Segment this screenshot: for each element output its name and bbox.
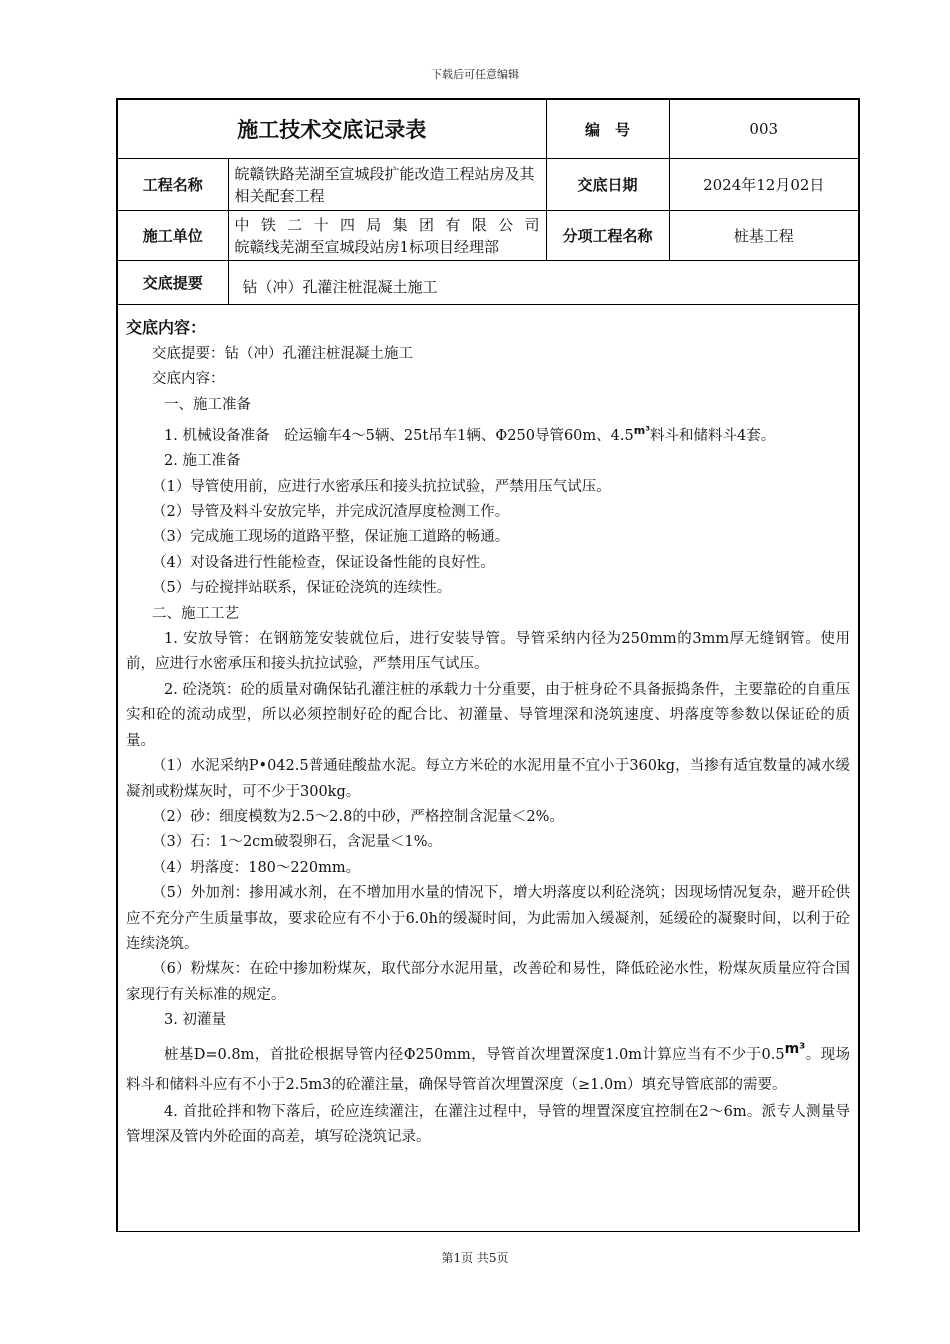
form-title: 施工技术交底记录表	[117, 99, 546, 159]
construction-record-table	[116, 98, 860, 1232]
sub-project-value: 桩基工程	[669, 211, 859, 261]
section-heading-1: 一、施工准备	[164, 396, 251, 413]
paragraph-equipment-text-end: 料斗和储料斗4套。	[650, 428, 776, 445]
header-note: 下载后可任意编辑	[431, 68, 519, 81]
sub-project-label: 分项工程名称	[546, 211, 669, 261]
paragraph-equipment-text: 1. 机械设备准备 砼运输车4～5辆、25t吊车1辆、Φ250导管60m、4.5	[164, 428, 634, 445]
paragraph-equipment	[126, 418, 850, 449]
process-item-2: 2. 砼浇筑：砼的质量对确保钻孔灌注桩的承载力十分重要，由于桩身砼不具备振捣条件，主要靠砼的自重压实和砼的流动成型，所以必须控制好砼的配合比、初灌量、导管埋深和浇筑速度、坍落度等参数以保证砼的质量。	[126, 681, 850, 749]
material-admixture: （5）外加剂：掺用减水剂，在不增加用水量的情况下，增大坍落度以利砼浇筑；因现场情况复杂，避开砼供应不充分产生质量事故，要求砼应有不小于6.0h的缓凝时间，为此需加入缓凝剂，延缓砼的凝聚时间，以利于砼连续浇筑。	[126, 885, 850, 952]
process-item-1: 1. 安放导管：在钢筋笼安装就位后，进行安装导管。导管采纳内径为250mm的3mm厚无缝钢管。使用前，应进行水密承压和接头抗拉试验，严禁用压气试压。	[126, 631, 850, 673]
cubic-meter-unit-2: m³	[784, 1040, 806, 1057]
date-value: 2024年12月02日	[669, 159, 859, 211]
summary-value: 钻（冲）孔灌注桩混凝土施工	[228, 261, 859, 305]
construction-unit-value	[228, 211, 546, 261]
project-name-label: 工程名称	[117, 159, 228, 211]
paragraph-initial-pour-text-end: 。现场料斗和储料斗应有不小于2.5m3的砼灌注量，确保导管首次埋置深度（≥1.0m）填充导管底部的需要。	[126, 1046, 851, 1093]
prep-item-4: （4）对设备进行性能检查，保证设备性能的良好性。	[152, 554, 495, 571]
project-name-value: 皖赣铁路芜湖至宣城段扩能改造工程站房及其相关配套工程	[228, 159, 546, 211]
material-flyash: （6）粉煤灰：在砼中掺加粉煤灰，取代部分水泥用量，改善砼和易性，降低砼泌水性，粉煤灰质量应符合国家现行有关标准的规定。	[126, 961, 850, 1003]
construction-unit-line1: 中铁二十四局集团有限公司	[234, 215, 540, 234]
subheading-prep: 2. 施工准备	[164, 453, 241, 470]
paragraph-initial-pour	[126, 1034, 850, 1100]
section-heading-2: 二、施工工艺	[152, 605, 239, 622]
construction-unit-line2: 皖赣线芜湖至宣城段站房1标项目经理部	[234, 237, 500, 256]
content-cell	[117, 305, 859, 1232]
content-summary: 交底提要：钻（冲）孔灌注桩混凝土施工	[152, 346, 413, 362]
material-cement: （1）水泥采纳P•042.5普通硅酸盐水泥。每立方米砼的水泥用量不宜小于360kg，当掺有适宜数量的减水缓凝剂或粉煤灰时，可不少于300kg。	[126, 758, 850, 800]
cubic-meter-unit: m³	[633, 424, 651, 438]
material-stone: （3）石：1～2cm破裂卵石，含泥量＜1%。	[152, 834, 443, 851]
material-slump: （4）坍落度：180～220mm。	[152, 859, 361, 876]
material-sand: （2）砂：细度模数为2.5～2.8的中砂，严格控制含泥量＜2%。	[152, 808, 564, 825]
prep-item-1: （1）导管使用前，应进行水密承压和接头抗拉试验，严禁用压气试压。	[152, 478, 611, 495]
content-intro: 交底内容：	[152, 371, 225, 388]
process-item-4: 4. 首批砼拌和物下落后，砼应连续灌注，在灌注过程中，导管的埋置深度宜控制在2～6m。派专人测量导管埋深及管内外砼面的高差，填写砼浇筑记录。	[126, 1103, 850, 1145]
page-footer: 第1页 共5页	[441, 1251, 509, 1265]
number-label: 编 号	[546, 99, 669, 159]
construction-unit-label: 施工单位	[117, 211, 228, 261]
paragraph-initial-pour-text: 桩基D=0.8m，首批砼根据导管内径Φ250mm，导管首次埋置深度1.0m计算应当有不少于0.5	[164, 1046, 785, 1063]
content-heading: 交底内容：	[126, 318, 207, 337]
prep-item-5: （5）与砼搅拌站联系，保证砼浇筑的连续性。	[152, 580, 452, 597]
date-label: 交底日期	[546, 159, 669, 211]
subheading-initial-pour: 3. 初灌量	[164, 1012, 226, 1029]
summary-label: 交底提要	[117, 261, 228, 305]
content-body	[126, 342, 850, 1150]
prep-item-3: （3）完成施工现场的道路平整，保证施工道路的畅通。	[152, 529, 510, 546]
number-value: 003	[669, 99, 859, 159]
prep-item-2: （2）导管及料斗安放完毕，并完成沉渣厚度检测工作。	[152, 504, 510, 521]
